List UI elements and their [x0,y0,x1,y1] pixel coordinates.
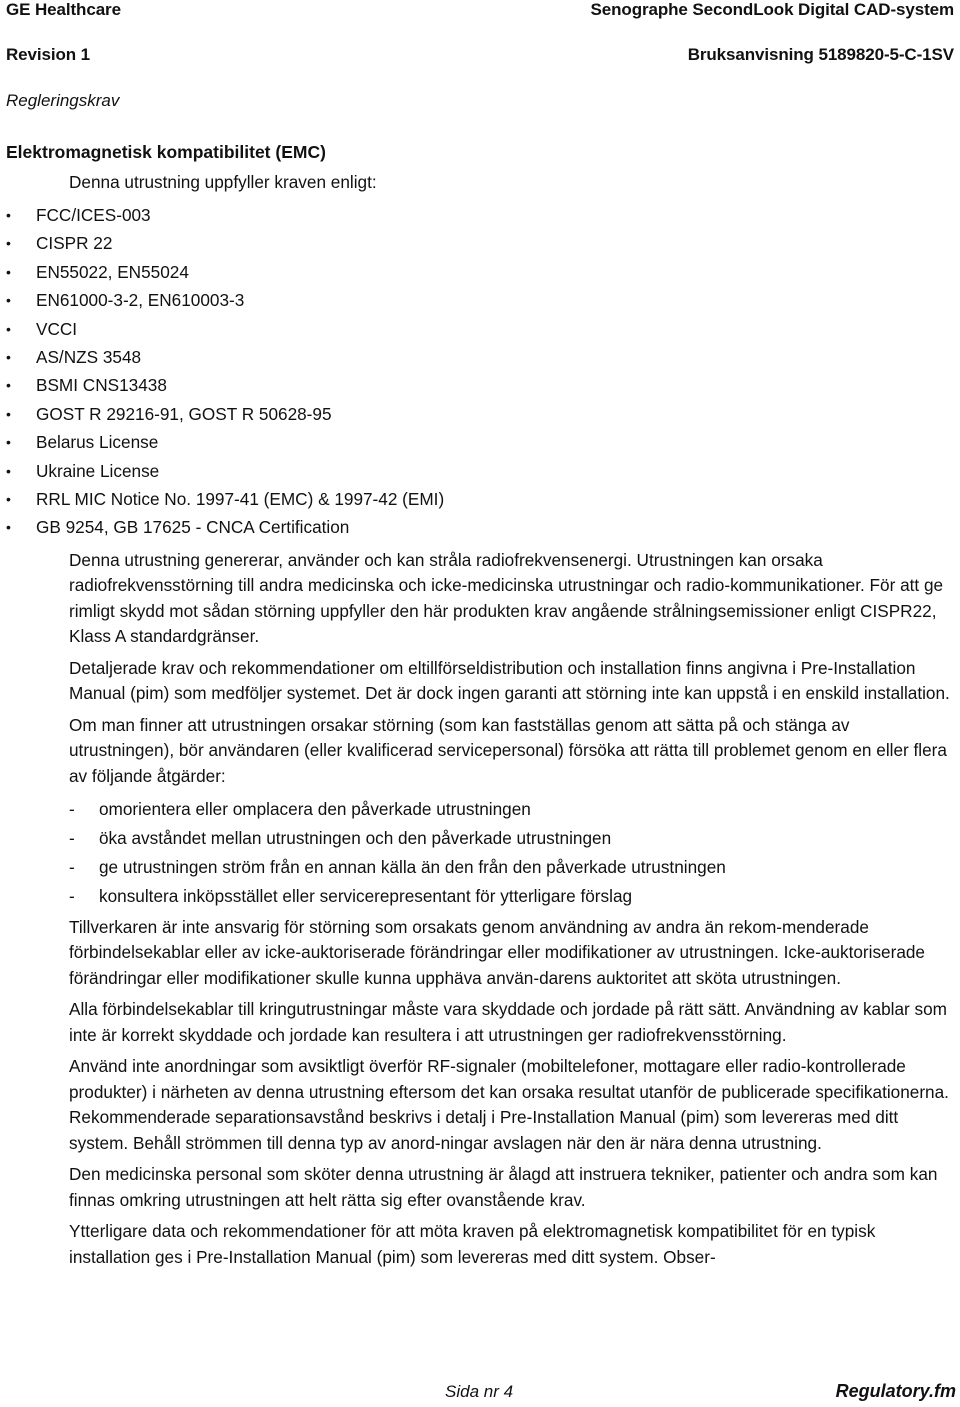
company-name: GE Healthcare [6,0,121,19]
list-item: - omorientera eller omplacera den påverkade utrustningen [69,795,954,824]
list-item: • EN55022, EN55024 [6,258,954,286]
paragraph: Tillverkaren är inte ansvarig för störning som orsakats genom användning av andra än rekom-menderade förbindelsekablar eller av icke-auktoriserade förändringar eller modifikationer av utrustningen. Icke-auktoriserade förändringar eller modifikationer skulle kunna upphäva använ-darens auktoritet att sköta utrustningen. [69,916,925,988]
list-item: • VCCI [6,315,954,343]
list-item: • Belarus License [6,428,954,456]
paragraph: Ytterligare data och rekommendationer för att möta kraven på elektromagnetisk kompatibilitet för en typisk installation ges i Pre-Installation Manual (pim) som levereras med ditt system. Obser- [69,1221,876,1267]
paragraph: Alla förbindelsekablar till kringutrustningar måste vara skyddade och jordade på rätt sätt. Användning av kablar som inte är korrekt skyddade och jordade kan resultera i att utrustningen ger radiofrekvensstörning. [69,999,947,1045]
header-row-2 [6,45,954,65]
product-name: Senographe SecondLook Digital CAD-system [590,0,954,19]
list-item: - ge utrustningen ström från en annan källa än den från den påverkade utrustningen [69,853,954,882]
list-item: • GOST R 29216-91, GOST R 50628-95 [6,400,954,428]
measures-list [69,795,954,910]
page-number: Sida nr 4 [445,1382,514,1401]
file-name: Regulatory.fm [835,1381,956,1401]
paragraph: Den medicinska personal som sköter denna utrustning är ålagd att instruera tekniker, patienter och andra som kan finnas omkring utrustningen att helt rätta sig efter ovanstående krav. [69,1164,938,1210]
standards-list [6,201,954,542]
list-item: - konsultera inköpsstället eller servicerepresentant för ytterligare förslag [69,882,954,911]
list-item: • FCC/ICES-003 [6,201,954,229]
list-item: • Ukraine License [6,457,954,485]
paragraph: Använd inte anordningar som avsiktligt överför RF-signaler (mobiltelefoner, mottagare eller radio-kontrollerade produkter) i närheten av denna utrustning eftersom det kan orsaka resultat utanför de publicerade specifikationerna. Rekommenderade separationsavstånd beskrivs i detalj i Pre-Installation Manual (pim) som levereras med ditt system. Behåll strömmen till denna typ av anord-ningar avslagen när den är nära denna utrustning. [69,1056,949,1153]
list-item: • AS/NZS 3548 [6,343,954,371]
list-item: • BSMI CNS13438 [6,371,954,399]
paragraph: Denna utrustning genererar, använder och kan stråla radiofrekvensenergi. Utrustningen kan orsaka radiofrekvensstörning till andra medicinska och icke-medicinska utrustningar och radio-kommunikationer. För att ge rimligt skydd mot sådan störning uppfyller den här produkten krav angående strålningsemissioner enligt CISPR22, Klass A standardgränser. [69,549,944,647]
document-body [6,140,954,1276]
list-item: • EN61000-3-2, EN610003-3 [6,286,954,314]
intro-text: Denna utrustning uppfyller kraven enligt: [69,171,377,192]
section-heading: Elektromagnetisk kompatibilitet (EMC) [6,142,326,162]
paragraph: Detaljerade krav och rekommendationer om eltillförseldistribution och installation finns angivna i Pre-Installation Manual (pim) som medföljer systemet. Det är dock ingen garanti att störning inte kan uppstå i en enskild installation. [69,657,950,704]
paragraph: Om man finner att utrustningen orsakar störning (som kan fastställas genom att sätta på och stänga av utrustningen), bör användaren (eller kvalificerad servicepersonal) försöka att rätta till problemet genom en eller flera av följande åtgärder: [69,714,947,786]
list-item: • RRL MIC Notice No. 1997-41 (EMC) & 1997-42 (EMI) [6,485,954,513]
list-item: • CISPR 22 [6,229,954,257]
revision-label: Revision 1 [6,45,91,64]
list-item: • GB 9254, GB 17625 - CNCA Certification [6,513,954,541]
header-row-1 [6,0,954,20]
list-item: - öka avståndet mellan utrustningen och den påverkade utrustningen [69,824,954,853]
section-label: Regleringskrav [6,91,120,110]
manual-number: Bruksanvisning 5189820-5-C-1SV [687,45,954,64]
